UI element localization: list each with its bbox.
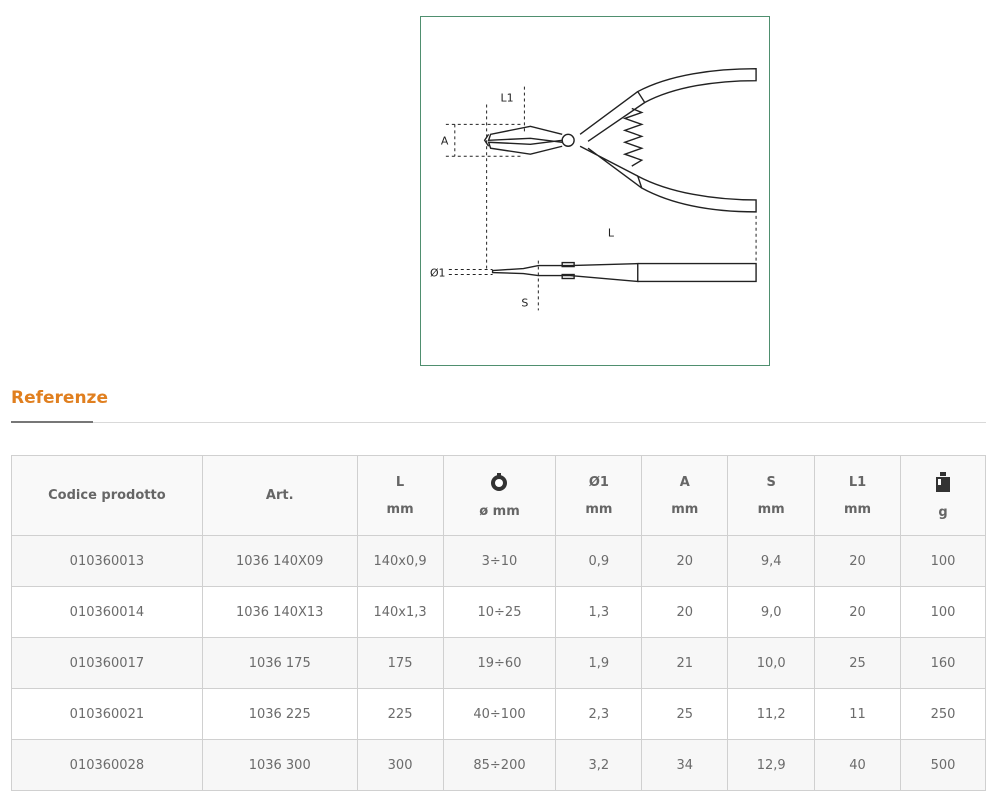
- cell-d1: 3,2: [556, 740, 642, 791]
- cell-s: 11,2: [728, 689, 815, 740]
- table-row: [12, 587, 986, 638]
- header-article: Art.: [202, 456, 357, 536]
- header-ring-diameter: ø mm: [443, 456, 556, 536]
- cell-a: 20: [642, 587, 728, 638]
- cell-s: 10,0: [728, 638, 815, 689]
- cell-product-code: 010360028: [12, 740, 203, 791]
- cell-product-code: 010360017: [12, 638, 203, 689]
- cell-product-code: 010360014: [12, 587, 203, 638]
- cell-length: 175: [357, 638, 443, 689]
- cell-s: 12,9: [728, 740, 815, 791]
- side-view-pivot-top: [562, 263, 574, 267]
- header-product-code: Codice prodotto: [12, 456, 203, 536]
- cell-weight: 100: [901, 536, 986, 587]
- pivot-circle: [562, 134, 574, 146]
- cell-length: 225: [357, 689, 443, 740]
- cell-article: 1036 300: [202, 740, 357, 791]
- cell-l1: 11: [815, 689, 901, 740]
- cell-l1: 20: [815, 536, 901, 587]
- cell-a: 25: [642, 689, 728, 740]
- ring-diameter-icon: [489, 472, 509, 492]
- cell-ring-diameter: 85÷200: [443, 740, 556, 791]
- side-view-handle: [638, 264, 756, 282]
- spring: [625, 108, 642, 166]
- table-row: [12, 689, 986, 740]
- l-label: L: [607, 226, 615, 240]
- side-view-pivot-bottom: [562, 275, 574, 279]
- pliers-technical-drawing: [420, 16, 770, 366]
- l1-label: L1: [500, 91, 514, 105]
- cell-ring-diameter: 3÷10: [443, 536, 556, 587]
- cell-l1: 40: [815, 740, 901, 791]
- cell-ring-diameter: 40÷100: [443, 689, 556, 740]
- header-d1: Ø1 mm: [556, 456, 642, 536]
- cell-l1: 20: [815, 587, 901, 638]
- cell-d1: 1,9: [556, 638, 642, 689]
- cell-weight: 500: [901, 740, 986, 791]
- cell-article: 1036 175: [202, 638, 357, 689]
- table-header-row: [12, 456, 986, 536]
- cell-d1: 1,3: [556, 587, 642, 638]
- section-title: Referenze: [11, 388, 108, 408]
- table-row: [12, 740, 986, 791]
- cell-d1: 2,3: [556, 689, 642, 740]
- cell-article: 1036 140X13: [202, 587, 357, 638]
- header-weight: g: [901, 456, 986, 536]
- cell-ring-diameter: 10÷25: [443, 587, 556, 638]
- cell-a: 34: [642, 740, 728, 791]
- cell-length: 300: [357, 740, 443, 791]
- cell-s: 9,4: [728, 536, 815, 587]
- header-length: L mm: [357, 456, 443, 536]
- cell-length: 140x1,3: [357, 587, 443, 638]
- header-s: S mm: [728, 456, 815, 536]
- cell-l1: 25: [815, 638, 901, 689]
- header-l1: L1 mm: [815, 456, 901, 536]
- upper-jaw: [489, 126, 563, 142]
- weight-icon: [934, 471, 952, 493]
- lower-handle: [638, 176, 756, 212]
- cell-product-code: 010360013: [12, 536, 203, 587]
- a-label: A: [440, 134, 449, 148]
- cell-a: 20: [642, 536, 728, 587]
- table-row: [12, 536, 986, 587]
- cell-length: 140x0,9: [357, 536, 443, 587]
- s-label: S: [521, 296, 529, 310]
- cell-weight: 250: [901, 689, 986, 740]
- header-a: A mm: [642, 456, 728, 536]
- lower-jaw: [489, 140, 563, 154]
- cell-weight: 100: [901, 587, 986, 638]
- title-rule: [11, 422, 986, 423]
- pliers-drawing-svg: [421, 17, 769, 365]
- cell-ring-diameter: 19÷60: [443, 638, 556, 689]
- upper-handle: [638, 69, 756, 103]
- cell-article: 1036 225: [202, 689, 357, 740]
- cell-d1: 0,9: [556, 536, 642, 587]
- cell-product-code: 010360021: [12, 689, 203, 740]
- lower-arm: [580, 146, 642, 188]
- title-underline: [11, 421, 93, 423]
- table-row: [12, 638, 986, 689]
- cell-s: 9,0: [728, 587, 815, 638]
- cell-a: 21: [642, 638, 728, 689]
- cell-article: 1036 140X09: [202, 536, 357, 587]
- references-table: [11, 455, 986, 791]
- cell-weight: 160: [901, 638, 986, 689]
- d1-label: Ø1: [429, 266, 446, 280]
